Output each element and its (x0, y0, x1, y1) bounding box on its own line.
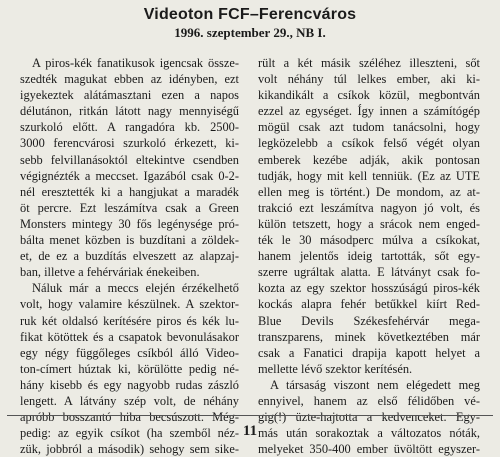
text-line: ték le 30 másodperc múlva a csíkokat, (258, 233, 480, 248)
text-line: kockás alapra fehér betűkkel kiírt Red- (258, 297, 480, 312)
text-line: A piros-kék fanatikusok igencsak össze- (32, 56, 239, 70)
text-line: szurkoló előtt. A rangadóra kb. 2500- (20, 120, 239, 135)
text-line: Náluk már a meccs elején érzékelhető (32, 281, 239, 296)
text-line: 3000 ferencvárosi szurkoló érkezett, ki- (20, 136, 239, 151)
text-line: volt néhány túl lelkes ember, aki ki- (258, 72, 480, 87)
text-line: melyeket 350-400 ember üvöltött egyszer- (258, 442, 480, 457)
text-line: kikandikált a csíkok közül, megbontván (258, 88, 480, 103)
article-title: Videoton FCF–Ferencváros (143, 6, 357, 23)
text-line: emberek kezébe adják, akik pontosan (258, 152, 480, 167)
text-line: transzparens, minek következtében már (258, 329, 480, 344)
text-line: más után sorakoztak a változatos nóták, (258, 426, 480, 441)
text-line: délutánon, ritkán látott nagy mennyiségű (20, 104, 239, 119)
text-line: külön tetszett, hogy a srácok nem enged- (258, 216, 480, 231)
footer-divider (7, 415, 493, 416)
text-line: szerre ugráltak alatta. E látványt csak fo- (258, 265, 480, 280)
text-line: A társaság viszont nem elégedett meg (270, 377, 480, 392)
text-line: fikat kötöttek és a csapatok bevonulásakor (20, 329, 239, 344)
text-line: kozta az egy szektor hosszúságú piros-kék (258, 281, 480, 296)
text-line: tudják, hogy mit kell tenniük. (Ez az UTE (258, 168, 480, 183)
text-line: szedték magukat ebben az idényben, ezt (20, 72, 239, 87)
text-line: legközelebb a csíkok felső végét olyan (258, 136, 480, 151)
page-number: 11 (242, 423, 258, 439)
text-line: apróbb bosszantó hiba becsúszott. Még- (20, 410, 239, 425)
text-line: ennyivel, hanem az első félidőben vé- (258, 393, 480, 408)
text-line: lengett. A látvány szép volt, de néhány (20, 393, 239, 408)
text-line: ellen meg is történt.) De mondom, az at- (258, 184, 480, 199)
text-line: zük, jobbról a második) sehogy sem sike- (20, 442, 239, 457)
text-line: ruk két oldalsó kerítésére piros és kék lu- (20, 313, 239, 328)
text-line: sebb felvillanásoktól eltekintve csendben (20, 152, 239, 167)
text-line: trakció ezt leszámítva nagyon jó volt, és (258, 200, 480, 215)
text-line: gig(!) üzte-hajtotta a kedvenceket. Egy- (258, 410, 480, 425)
text-line: hány kisebb és egy nagyobb rudas zászló (20, 377, 239, 392)
text-line: volt, hogy valamire készülnek. A szektor- (20, 297, 239, 312)
article-subtitle: 1996. szeptember 29., NB I. (174, 25, 326, 40)
text-line: et, de ez a buzdítás elveszett az alapzaj- (20, 249, 239, 264)
text-line: Blue Devils Székesfehérvár mega- (258, 313, 480, 328)
text-line: igyekeztek alátámasztani ezen a napos (20, 88, 239, 103)
text-line: nél eresztették ki a hangjukat a maradék (20, 184, 239, 199)
text-line: bálta menet közben is buzdítani a zöldek- (20, 233, 239, 248)
text-line: ban, illetve a fehérváriak énekeiben. (20, 265, 200, 280)
text-line: hanem jelentős ideig tartották, sőt egy- (258, 249, 480, 264)
text-line: öt percre. Ezt leszámítva csak a Green (20, 200, 239, 215)
text-line: ezzel az egységet. Így innen a számítógép (258, 104, 480, 119)
text-line: rült a két másik széléhez illeszteni, sőt (258, 56, 480, 70)
text-line: mögül csak azt tudom tanácsolni, hogy (258, 120, 480, 135)
text-line: végignézték a meccset. Igazából csak 0-2- (20, 168, 239, 183)
text-line: ton-címert húztak ki, körülötte pedig né- (20, 361, 239, 376)
text-line: egy négy függőleges csíkból álló Video- (20, 345, 239, 360)
text-line: pedig: az egyik csíkot (ha szemből néz- (20, 426, 239, 441)
left-text-column (20, 55, 239, 457)
text-line: mellette lévő szektor kerítésén. (258, 361, 413, 376)
right-text-column (258, 55, 480, 457)
text-line: csak a Fanatici drapija kapott helyet a (258, 345, 480, 360)
text-line: Monsters mintegy 30 fős legénysége pró- (20, 216, 239, 231)
